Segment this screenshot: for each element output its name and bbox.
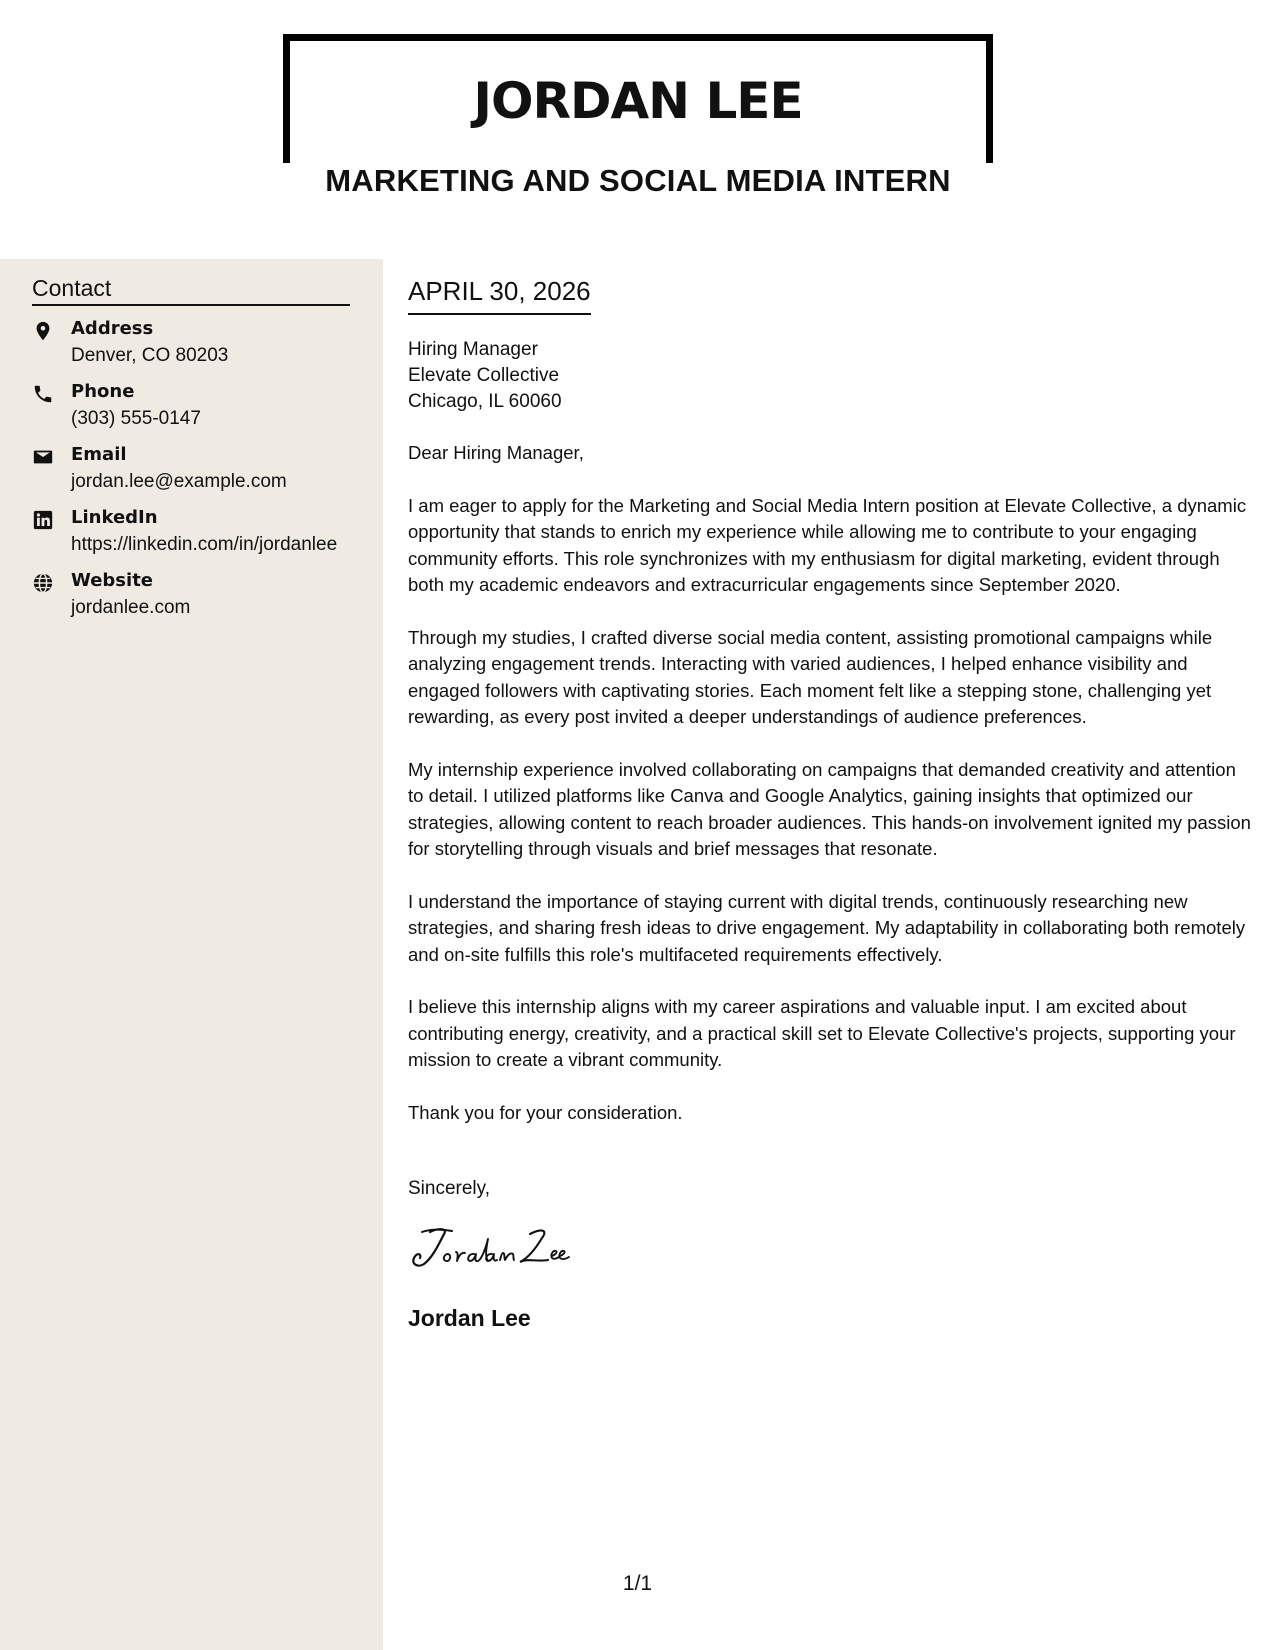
page-number: 1/1 <box>622 1572 653 1595</box>
phone-icon <box>32 383 54 405</box>
linkedin-value: https://linkedin.com/in/jordanlee <box>71 534 338 555</box>
signer-name: Jordan Lee <box>408 1305 531 1331</box>
body-paragraph-1: I am eager to apply for the Marketing and Social Media Intern position at Elevate Collective, a dynamic opportunity that stands to enrich my experience while allowing me to contribute to your engaging community efforts. This role synchronizes with my enthusiasm for digital marketing, evident through both my academic endeavors and extracurricular engagements since September 2020. <box>408 494 1247 595</box>
body-paragraph-3: My internship experience involved collaborating on campaigns that demanded creativity and attention to detail. I utilized platforms like Canva and Google Analytics, gaining insights that optimized our strategies, allowing content to reach broader audiences. This hands-on involvement ignited my passion for storytelling through visuals and brief messages that resonate. <box>408 758 1251 859</box>
email-value: jordan.lee@example.com <box>71 471 287 492</box>
body-paragraph-2: Through my studies, I crafted diverse social media content, assisting promotional campaigns while analyzing engagement trends. Interacting with varied audiences, I helped enhance visibility and engaged followers with captivating stories. Each moment felt like a stepping stone, challenging yet rewarding, as every post invited a deeper understandings of audience preferences. <box>408 626 1213 727</box>
handwritten-signature <box>408 1224 583 1270</box>
contact-sidebar <box>0 259 383 1650</box>
email-label: Email <box>71 444 127 465</box>
website-value: jordanlee.com <box>71 597 191 618</box>
address-label: Address <box>71 318 154 339</box>
map-pin-icon <box>32 320 54 342</box>
linkedin-label: LinkedIn <box>71 507 158 528</box>
applicant-name: JORDAN LEE <box>473 72 803 130</box>
salutation: Dear Hiring Manager, <box>408 442 584 463</box>
letter-date: APRIL 30, 2026 <box>408 276 591 315</box>
linkedin-icon <box>32 509 54 531</box>
recipient-title: Hiring Manager <box>408 339 538 360</box>
address-value: Denver, CO 80203 <box>71 345 229 366</box>
recipient-location: Chicago, IL 60060 <box>408 391 562 412</box>
body-paragraph-6: Thank you for your consideration. <box>408 1101 683 1123</box>
phone-value: (303) 555-0147 <box>71 408 201 429</box>
letter-body <box>408 276 1253 1332</box>
globe-icon <box>32 572 54 594</box>
contact-heading: Contact <box>32 275 350 306</box>
recipient-company: Elevate Collective <box>408 365 560 386</box>
body-paragraph-5: I believe this internship aligns with my career aspirations and valuable input. I am excited about contributing energy, creativity, and a practical skill set to Elevate Collective's projects, supporting your mission to create a vibrant community. <box>408 996 1236 1070</box>
envelope-icon <box>32 446 54 468</box>
job-title <box>283 163 993 199</box>
website-label: Website <box>71 570 154 591</box>
recipient-block <box>408 337 1253 415</box>
phone-label: Phone <box>71 381 135 402</box>
job-title-text: MARKETING AND SOCIAL MEDIA INTERN <box>297 163 978 198</box>
body-paragraph-4: I understand the importance of staying current with digital trends, continuously researching new strategies, and sharing fresh ideas to drive engagement. My adaptability in collaborating both remotely and on-site fulfills this role's multifaceted requirements effectively. <box>408 890 1246 965</box>
closing: Sincerely, <box>408 1178 491 1199</box>
